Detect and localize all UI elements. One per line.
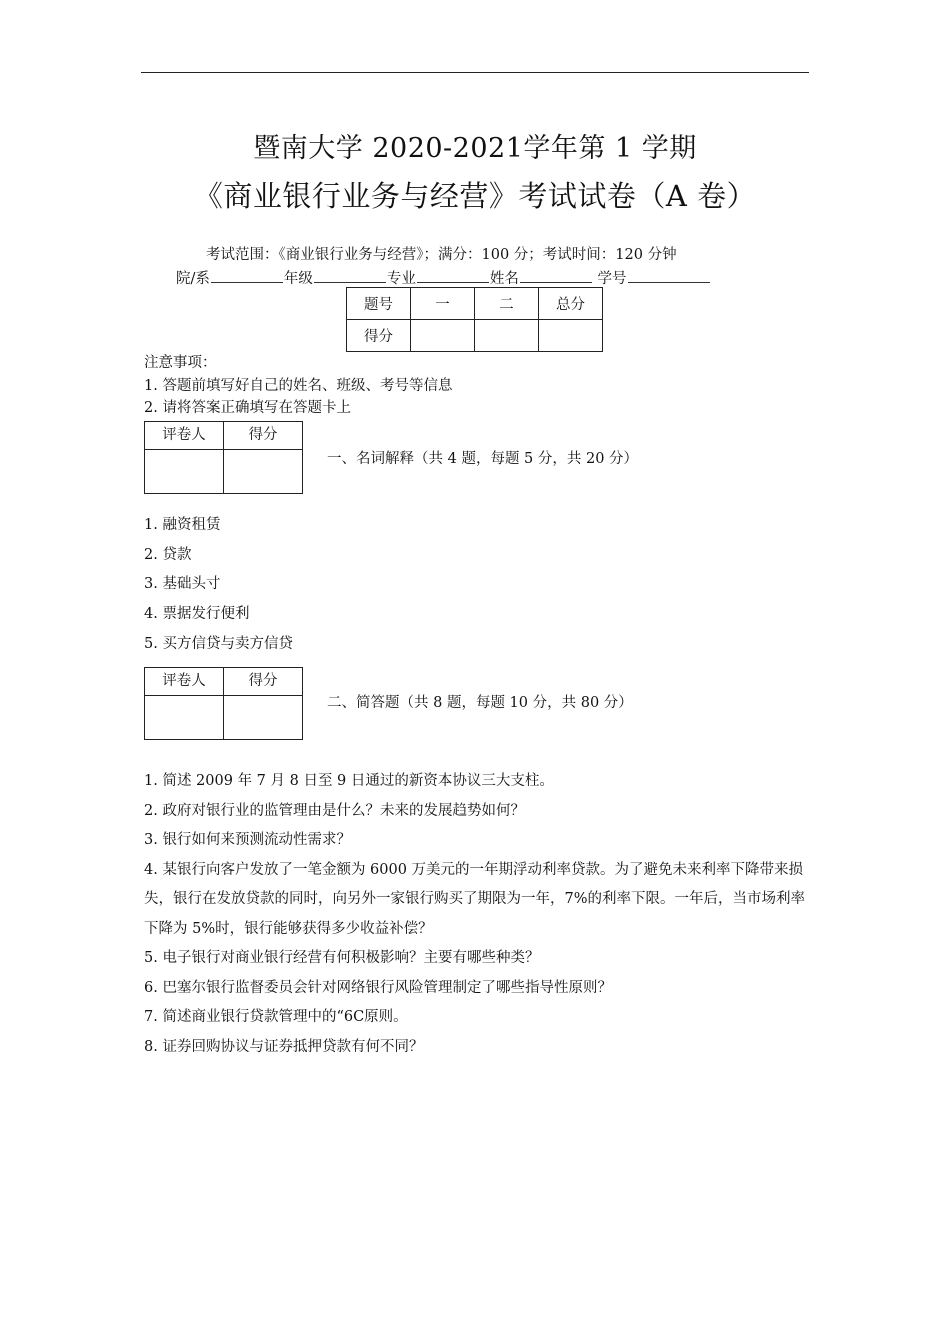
score-header-cell: 总分 [539,288,603,320]
grader-score-cell[interactable] [224,450,303,494]
grade-blank[interactable] [314,268,386,283]
major-blank[interactable] [417,268,489,283]
grader-header-row [145,422,303,450]
score-table-header-row [347,288,603,320]
score-row-label: 得分 [347,320,411,352]
section1-question: 5. 买方信贷与卖方信贷 [144,635,293,652]
section2-question: 6. 巴塞尔银行监督委员会针对网络银行风险管理制定了哪些指导性原则？ [144,979,612,996]
score-table-score-row [347,320,603,352]
grader-table-section1 [144,421,303,494]
exam-title-line2: 《商业银行业务与经营》考试试卷（A 卷） [193,179,757,213]
grader-entry-row [145,696,303,740]
student-id-blank[interactable] [628,268,710,283]
grader-score-label: 得分 [224,422,303,450]
score-cell-section2[interactable] [475,320,539,352]
notes-block [144,352,452,420]
score-header-cell: 二 [475,288,539,320]
student-id-label: 学号 [597,271,627,287]
section1-question: 3. 基础头寸 [144,576,221,593]
section2-question: 3. 银行如何来预测流动性需求？ [144,832,351,848]
grader-entry-row [145,450,303,494]
score-cell-section1[interactable] [411,320,475,352]
section2-title: 二、简答题（共 8 题，每题 10 分，共 80 分） [327,695,633,711]
dept-blank[interactable] [211,268,283,283]
section1-question: 1. 融资租赁 [144,517,221,533]
score-header-cell: 题号 [347,288,411,320]
section1-question: 4. 票据发行便利 [144,606,250,623]
grader-label: 评卷人 [145,422,224,450]
section1-question-list [144,511,810,660]
dept-label: 院/系 [176,271,210,287]
exam-info: 考试范围：《商业银行业务与经营》；满分：100 分；考试时间：120 分钟 [206,247,677,263]
notes-title: 注意事项： [144,355,217,371]
section2-question: 5. 电子银行对商业银行经营有何积极影响？主要有哪些种类？ [144,950,540,966]
header-rule [141,72,809,73]
section1-title: 一、名词解释（共 4 题，每题 5 分，共 20 分） [327,451,639,467]
notes-item: 1. 答题前填写好自己的姓名、班级、考号等信息 [144,377,453,394]
section2-question: 4. 某银行向客户发放了一笔金额为 6000 万美元的一年期浮动利率贷款。为了避免未来利率下降带来损失，银行在发放贷款的同时，向另外一家银行购买了期限为一年，7%的利率下限。一年后，当市场利率下降为 5%时，银行能够获得多少收益补偿？ [144,861,805,937]
grader-score-label: 得分 [224,668,303,696]
student-info-line [176,267,711,288]
grader-table-section2 [144,667,303,740]
section2-question-list [144,767,810,1062]
grader-name-cell[interactable] [145,696,224,740]
major-label: 专业 [386,271,416,287]
notes-item: 2. 请将答案正确填写在答题卡上 [144,400,351,416]
section2-question: 8. 证券回购协议与证券抵押贷款有何不同？ [144,1038,424,1055]
section2-question: 7. 简述商业银行贷款管理中的“6C原则。 [144,1009,408,1025]
section2-question: 2. 政府对银行业的监管理由是什么？未来的发展趋势如何？ [144,802,525,819]
score-header-cell: 一 [411,288,475,320]
grade-label: 年级 [283,271,313,287]
section2-question: 1. 简述 2009 年 7 月 8 日至 9 日通过的新资本协议三大支柱。 [144,773,554,789]
exam-title-line1: 暨南大学 2020-2021学年第 1 学期 [253,133,697,164]
grader-score-cell[interactable] [224,696,303,740]
score-cell-total[interactable] [539,320,603,352]
score-summary-table [346,287,603,352]
grader-name-cell[interactable] [145,450,224,494]
grader-header-row [145,668,303,696]
name-label: 姓名 [489,271,519,287]
grader-label: 评卷人 [145,668,224,696]
name-blank[interactable] [520,268,592,283]
section1-question: 2. 贷款 [144,546,192,563]
